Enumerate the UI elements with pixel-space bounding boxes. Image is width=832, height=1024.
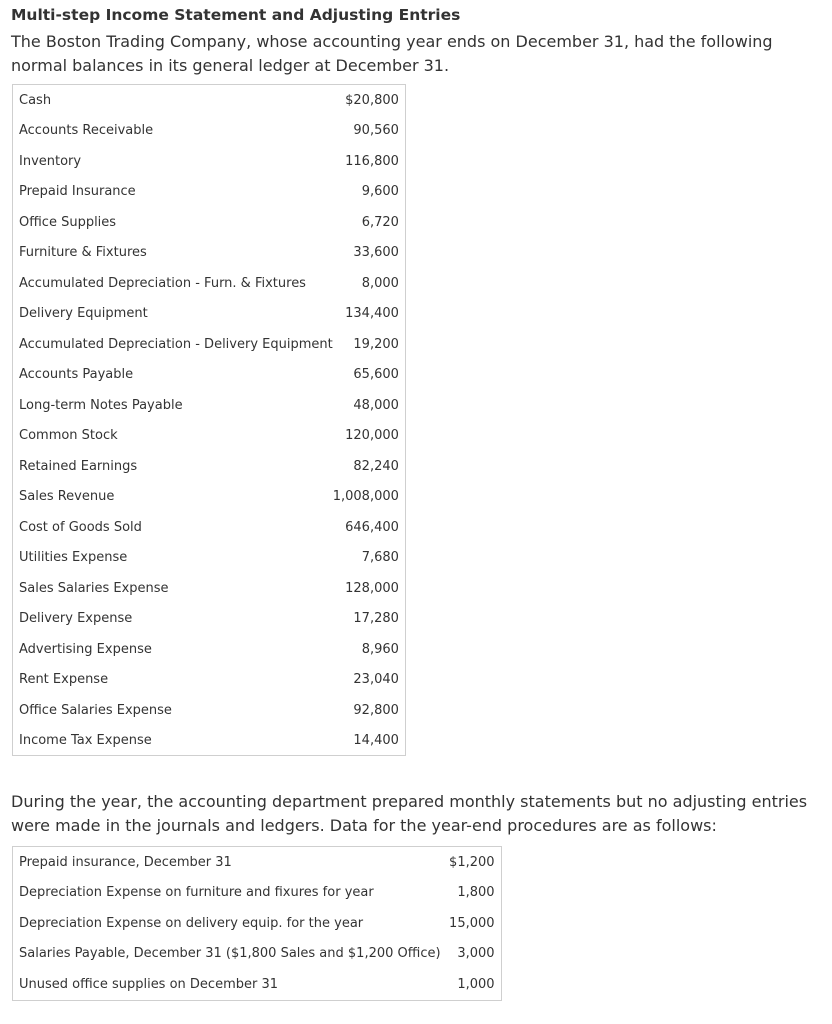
row-label: Sales Salaries Expense <box>19 580 169 596</box>
row-label: Furniture & Fixtures <box>19 245 147 261</box>
row-amount: 120,000 <box>345 428 399 444</box>
row-amount: 3,000 <box>457 946 495 962</box>
row-amount: 128,000 <box>345 580 399 596</box>
row-label: Office Salaries Expense <box>19 702 172 718</box>
row-amount: 646,400 <box>345 519 399 535</box>
row-amount: 134,400 <box>345 306 399 322</box>
table-row <box>13 451 406 482</box>
row-amount: 48,000 <box>353 397 399 413</box>
table-row <box>13 360 406 391</box>
row-label: Depreciation Expense on delivery equip. for the year <box>19 915 364 931</box>
row-label: Office Supplies <box>19 214 117 230</box>
row-label: Accumulated Depreciation - Furn. & Fixtures <box>19 275 306 291</box>
row-label: Sales Revenue <box>19 489 115 505</box>
row-amount: 8,000 <box>361 275 399 291</box>
row-amount: 65,600 <box>353 367 399 383</box>
row-label: Accounts Receivable <box>19 123 154 139</box>
row-amount: 1,000 <box>457 976 495 992</box>
row-label: Rent Expense <box>19 672 109 688</box>
row-label: Retained Earnings <box>19 458 138 474</box>
adjustments-intro-paragraph: During the year, the accounting department prepared monthly statements but no adjusting entries were made in the journals and ledgers. Data for the year-end procedures are as follows: <box>11 792 808 835</box>
table-row <box>13 665 406 696</box>
table-row <box>13 939 502 970</box>
table-row <box>13 116 406 147</box>
table-row <box>13 238 406 269</box>
table-row <box>13 726 406 756</box>
row-amount: 14,400 <box>353 732 399 748</box>
row-label: Inventory <box>19 153 82 169</box>
row-label: Prepaid insurance, December 31 <box>19 854 232 870</box>
table-row <box>13 299 406 330</box>
table-row <box>13 482 406 513</box>
row-amount: 1,008,000 <box>332 489 399 505</box>
row-label: Unused office supplies on December 31 <box>19 976 279 992</box>
problem-title: Multi-step Income Statement and Adjusting Entries <box>11 6 461 24</box>
table-row <box>13 512 406 543</box>
table-row <box>13 695 406 726</box>
row-amount: 9,600 <box>361 184 399 200</box>
row-amount: 19,200 <box>353 336 399 352</box>
table-row <box>13 177 406 208</box>
row-amount: 7,680 <box>361 550 399 566</box>
table-row <box>13 604 406 635</box>
table-row <box>13 573 406 604</box>
table-row <box>13 268 406 299</box>
row-amount: 6,720 <box>361 214 399 230</box>
row-label: Delivery Expense <box>19 611 133 627</box>
row-label: Advertising Expense <box>19 641 152 657</box>
row-label: Accumulated Depreciation - Delivery Equipment <box>19 336 333 352</box>
intro-paragraph: The Boston Trading Company, whose accounting year ends on December 31, had the following normal balances in its general ledger at December 31. <box>11 32 773 75</box>
row-label: Delivery Equipment <box>19 306 148 322</box>
row-label: Utilities Expense <box>19 550 128 566</box>
row-amount: $20,800 <box>345 92 399 108</box>
row-amount: 15,000 <box>449 915 495 931</box>
row-amount: 92,800 <box>353 702 399 718</box>
year-end-adjustments-table <box>12 846 502 1001</box>
table-row <box>13 421 406 452</box>
table-row <box>13 207 406 238</box>
row-label: Salaries Payable, December 31 ($1,800 Sales and $1,200 Office) <box>19 946 441 962</box>
table-row <box>13 634 406 665</box>
row-amount: 33,600 <box>353 245 399 261</box>
row-label: Cost of Goods Sold <box>19 519 142 535</box>
table-row <box>13 85 406 116</box>
row-label: Accounts Payable <box>19 367 134 383</box>
table-row <box>13 878 502 909</box>
table-row <box>13 908 502 939</box>
row-label: Common Stock <box>19 428 118 444</box>
row-amount: 116,800 <box>345 153 399 169</box>
table-row <box>13 146 406 177</box>
row-amount: 17,280 <box>353 611 399 627</box>
table-row <box>13 969 502 1000</box>
row-label: Cash <box>19 92 52 108</box>
table-row <box>13 390 406 421</box>
row-label: Prepaid Insurance <box>19 184 136 200</box>
row-amount: 90,560 <box>353 123 399 139</box>
row-amount: 82,240 <box>353 458 399 474</box>
table-row <box>13 543 406 574</box>
table-row <box>13 329 406 360</box>
row-label: Long-term Notes Payable <box>19 397 183 413</box>
row-amount: $1,200 <box>449 854 495 870</box>
row-amount: 23,040 <box>353 672 399 688</box>
row-amount: 1,800 <box>457 885 495 901</box>
row-amount: 8,960 <box>361 641 399 657</box>
row-label: Depreciation Expense on furniture and fixures for year <box>19 885 374 901</box>
row-label: Income Tax Expense <box>19 732 152 748</box>
table-row <box>13 847 502 878</box>
ledger-balances-table <box>12 84 406 756</box>
